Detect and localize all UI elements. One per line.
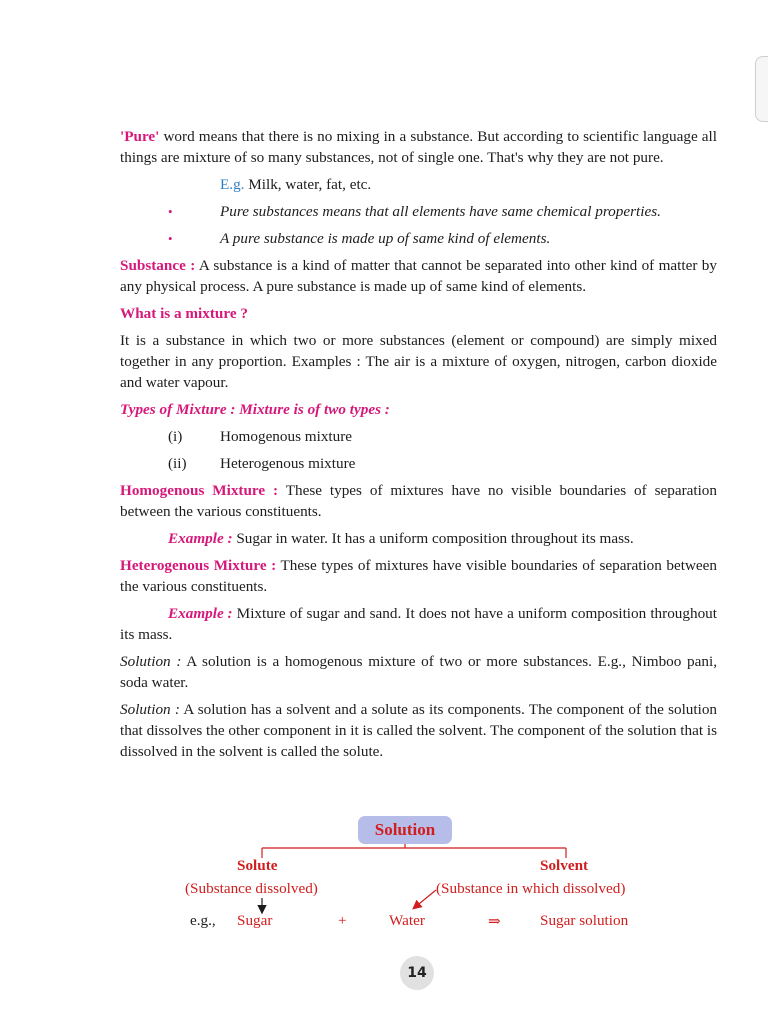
bullet-text: Pure substances means that all elements have same chemical properties. (220, 203, 661, 220)
substance-label: Substance : (120, 257, 196, 274)
substance-paragraph (120, 255, 717, 297)
sugar-solution-text: Sugar solution (540, 912, 629, 929)
solution-definition (120, 651, 717, 693)
solution-label: Solution : (120, 653, 182, 670)
page-number: 14 (400, 956, 434, 990)
solvent-description: (Substance in which dissolved) (436, 880, 626, 897)
heterogenous-paragraph (120, 555, 717, 597)
type-label: Homogenous mixture (220, 428, 353, 445)
example-label: Example : (168, 530, 233, 547)
bullet-icon: • (168, 231, 173, 246)
solution-text: A solution is a homogenous mixture of two or more substances. E.g., Nimboo pani, soda water. (120, 653, 717, 691)
type-item (168, 426, 717, 447)
type-number: (i) (168, 428, 183, 445)
example-label: Example : (168, 605, 233, 622)
example-text: Mixture of sugar and sand. It does not have a uniform composition throughout its mass. (120, 605, 717, 643)
solute-description: (Substance dissolved) (185, 880, 318, 897)
solution-title-box: Solution (358, 816, 452, 844)
heterogenous-text: These types of mixtures have visible boundaries of separation between the various constituents. (120, 557, 718, 595)
type-item (168, 453, 717, 474)
mixture-heading: What is a mixture ? (120, 305, 248, 322)
intro-paragraph (120, 126, 717, 168)
bullet-item (120, 228, 717, 249)
bullet-text: A pure substance is made up of same kind of elements. (220, 230, 551, 247)
bullet-icon: • (168, 204, 173, 219)
pure-label: 'Pure' (120, 128, 160, 145)
page-content (120, 126, 717, 762)
homogenous-example (120, 528, 717, 549)
types-heading: Types of Mixture : Mixture is of two types : (120, 401, 390, 418)
solvent-arrow (414, 890, 436, 908)
solution-text: A solution has a solvent and a solute as its components. The component of the solution that dissolves the other component in it is called the solvent. The component of the solution that is dissolved in the solvent is called the solute. (120, 701, 718, 760)
solution-diagram (0, 812, 768, 942)
solute-label: Solute (237, 857, 278, 874)
heterogenous-label: Heterogenous Mixture : (120, 557, 277, 574)
eg-label: e.g., (190, 912, 216, 929)
page-edge-tab (755, 56, 768, 122)
heterogenous-example (120, 603, 717, 645)
homogenous-label: Homogenous Mixture : (120, 482, 279, 499)
sugar-text: Sugar (237, 912, 273, 929)
example-line (120, 174, 717, 195)
water-text: Water (389, 912, 425, 929)
example-text: Sugar in water. It has a uniform composition throughout its mass. (232, 530, 634, 547)
implies-arrow: ⇒ (488, 913, 501, 930)
mixture-paragraph: It is a substance in which two or more substances (element or compound) are simply mixed together in any proportion. Examples : The air is a mixture of oxygen, nitrogen, carbon dioxide and water vapour. (120, 332, 717, 391)
solvent-label: Solvent (540, 857, 589, 874)
type-number: (ii) (168, 455, 187, 472)
solution-components (120, 699, 717, 762)
type-label: Heterogenous mixture (220, 455, 356, 472)
eg-label: E.g. (220, 176, 245, 193)
eg-text: Milk, water, fat, etc. (244, 176, 372, 193)
solution-label: Solution : (120, 701, 180, 718)
plus-sign: + (338, 912, 347, 929)
homogenous-text: These types of mixtures have no visible boundaries of separation between the various constituents. (120, 482, 717, 520)
homogenous-paragraph (120, 480, 717, 522)
substance-text: A substance is a kind of matter that cannot be separated into other kind of matter by any physical process. A pure substance is made up of same kind of elements. (120, 257, 717, 295)
pure-text: word means that there is no mixing in a substance. But according to scientific language all things are mixture of so many substances, not of single one. That's why they are not pure. (120, 128, 717, 166)
bullet-item (120, 201, 717, 222)
